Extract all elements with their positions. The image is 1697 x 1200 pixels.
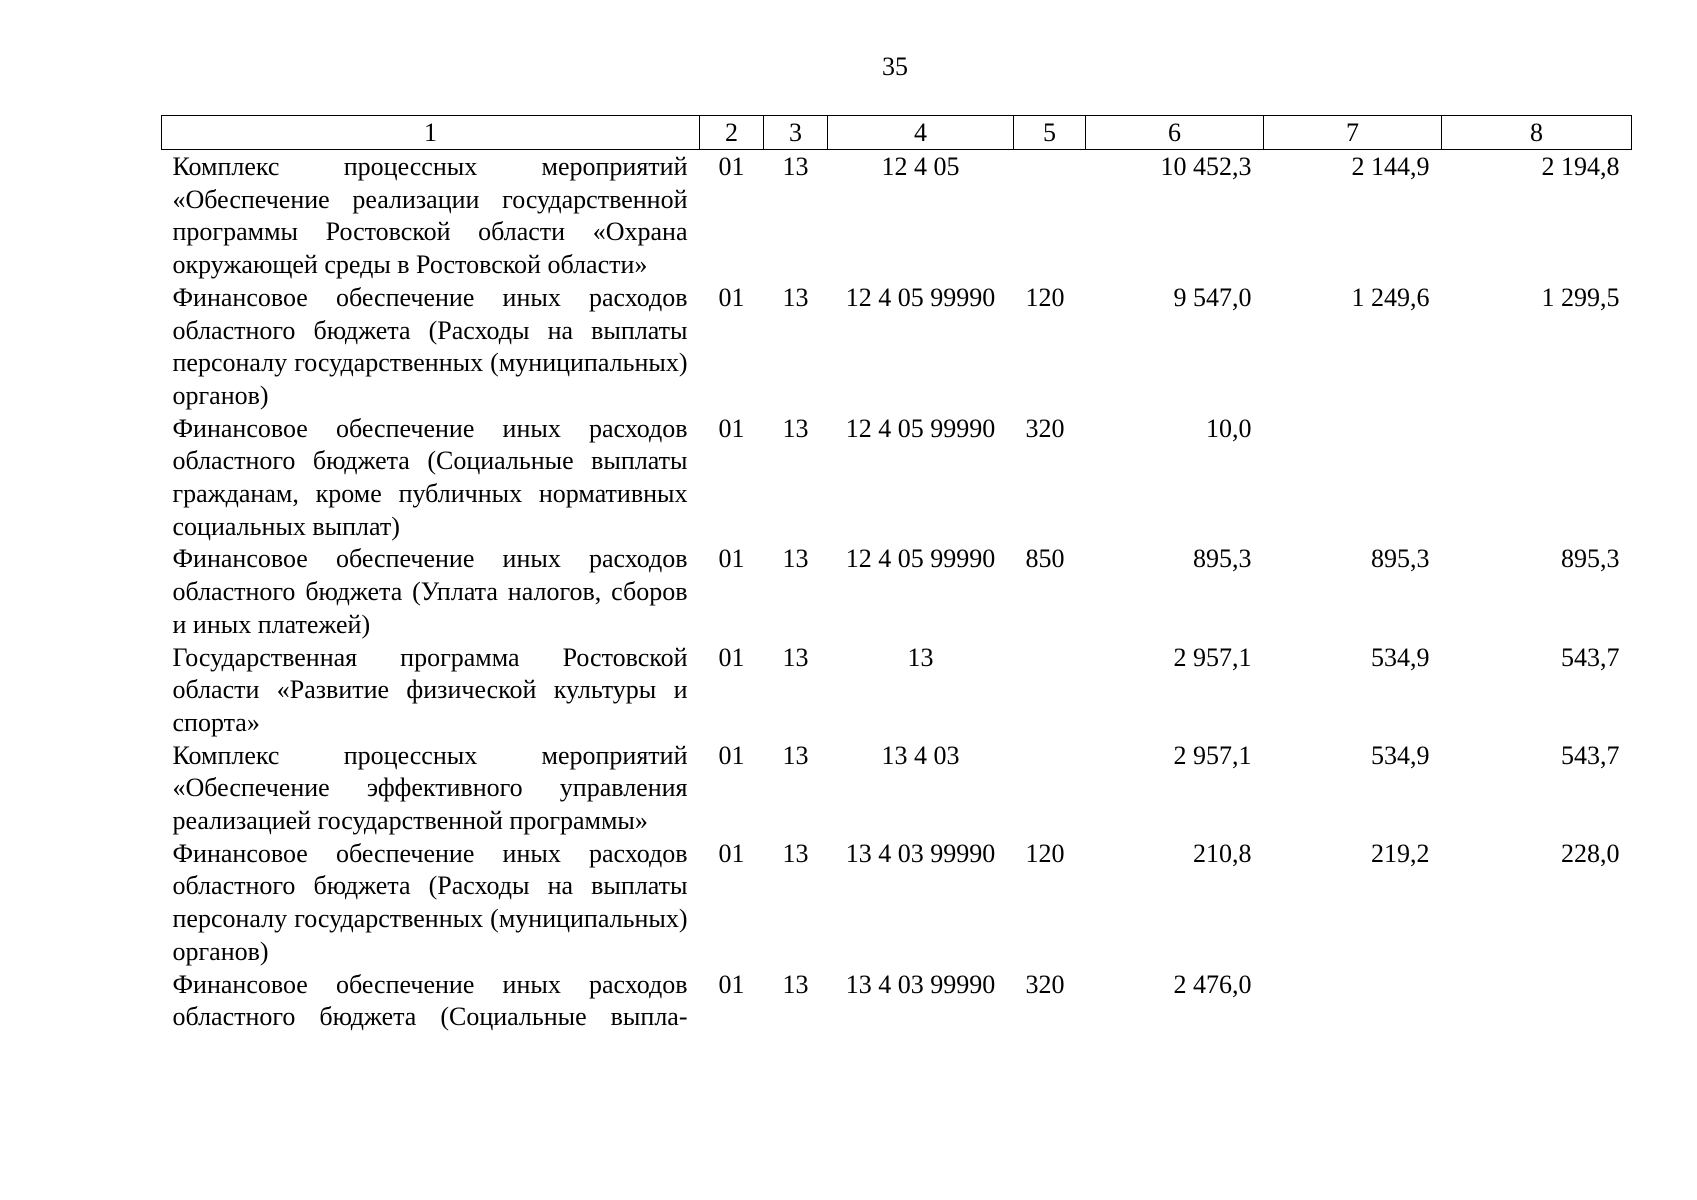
row-amount-3: 1 299,5 (1541, 282, 1620, 312)
row-target-code: 12 4 05 99990 (845, 413, 996, 443)
column-header-8: 8 (1442, 116, 1632, 150)
row-subsection: 13 (782, 969, 809, 999)
row-amount-2: 534,9 (1371, 740, 1430, 770)
row-amount-1: 2 957,1 (1173, 642, 1252, 672)
row-amount-2: 219,2 (1371, 838, 1430, 868)
row-name: Финансовое обеспечение иных расходов областного бюджета (Расходы на выплаты персоналу государственных (муниципальных) органов) (172, 282, 688, 410)
row-section: 01 (718, 838, 745, 868)
row-amount-1: 210,8 (1193, 838, 1252, 868)
table-row (162, 543, 1632, 641)
row-amount-2: 895,3 (1371, 544, 1430, 574)
row-expense-type (1014, 740, 1086, 838)
column-header-6: 6 (1086, 116, 1264, 150)
row-amount-3: 228,0 (1561, 838, 1620, 868)
row-section: 01 (718, 969, 745, 999)
column-number-row (162, 116, 1632, 150)
column-header-1: 1 (162, 116, 700, 150)
row-expense-type: 120 (1025, 838, 1065, 868)
table-row (162, 282, 1632, 413)
row-amount-2 (1264, 969, 1442, 1034)
row-expense-type: 320 (1025, 969, 1065, 999)
row-name: Финансовое обеспечение иных расходов областного бюджета (Социальные выплаты гражданам, кроме публичных нормативных социальных выплат) (172, 413, 688, 541)
row-name: Финансовое обеспечение иных расходов областного бюджета (Социальные выпла- (172, 969, 688, 1032)
row-amount-3: 543,7 (1561, 642, 1620, 672)
row-amount-1: 895,3 (1193, 544, 1252, 574)
row-section: 01 (718, 282, 745, 312)
row-name: Комплекс процессных мероприятий «Обеспечение эффективного управления реализацией государственной программы» (172, 740, 688, 836)
column-header-4: 4 (828, 116, 1014, 150)
row-subsection: 13 (782, 282, 809, 312)
row-subsection: 13 (782, 740, 809, 770)
column-header-7: 7 (1264, 116, 1442, 150)
row-amount-2 (1264, 413, 1442, 544)
row-amount-3: 895,3 (1561, 544, 1620, 574)
row-amount-1: 10 452,3 (1160, 152, 1252, 181)
row-subsection: 13 (782, 642, 809, 672)
row-amount-1: 2 476,0 (1173, 969, 1252, 999)
column-header-5: 5 (1014, 116, 1086, 150)
row-target-code: 12 4 05 99990 (845, 282, 996, 312)
row-amount-2: 534,9 (1371, 642, 1430, 672)
row-section: 01 (718, 152, 745, 181)
row-amount-3 (1442, 413, 1632, 544)
row-target-code: 13 4 03 99990 (845, 838, 996, 868)
row-section: 01 (718, 413, 745, 443)
row-name: Государственная программа Ростовской области «Развитие физической культуры и спорта» (172, 642, 688, 737)
table-row (162, 413, 1632, 544)
row-name: Комплекс процессных мероприятий «Обеспечение реализации государственной программы Ростовской области «Охрана окружающей среды в Ростовской области» (172, 152, 688, 280)
column-header-3: 3 (764, 116, 828, 150)
row-subsection: 13 (782, 544, 809, 574)
row-target-code: 13 (907, 642, 934, 672)
row-target-code: 12 4 05 (881, 152, 960, 181)
row-section: 01 (718, 544, 745, 574)
row-amount-2: 1 249,6 (1351, 282, 1430, 312)
row-name: Финансовое обеспечение иных расходов областного бюджета (Уплата налогов, сборов и иных платежей) (172, 544, 688, 639)
table-row (162, 150, 1632, 282)
row-target-code: 13 4 03 99990 (845, 969, 996, 999)
row-expense-type (1014, 642, 1086, 740)
table-row (162, 838, 1632, 969)
table-row (162, 740, 1632, 838)
row-section: 01 (718, 740, 745, 770)
row-amount-2: 2 144,9 (1351, 152, 1430, 181)
row-expense-type: 120 (1025, 282, 1065, 312)
row-amount-3 (1442, 969, 1632, 1034)
row-amount-3: 2 194,8 (1541, 152, 1620, 181)
row-subsection: 13 (782, 838, 809, 868)
row-subsection: 13 (782, 152, 809, 181)
row-amount-1: 9 547,0 (1173, 282, 1252, 312)
row-expense-type: 320 (1025, 413, 1065, 443)
table-row (162, 969, 1632, 1034)
row-amount-1: 10,0 (1206, 413, 1252, 443)
row-expense-type: 850 (1025, 544, 1065, 574)
column-header-2: 2 (700, 116, 764, 150)
table-row (162, 642, 1632, 740)
row-amount-3: 543,7 (1561, 740, 1620, 770)
row-name: Финансовое обеспечение иных расходов областного бюджета (Расходы на выплаты персоналу государственных (муниципальных) органов) (172, 838, 688, 966)
row-section: 01 (718, 642, 745, 672)
row-target-code: 12 4 05 99990 (845, 544, 996, 574)
row-subsection: 13 (782, 413, 809, 443)
row-expense-type (1014, 150, 1086, 282)
row-target-code: 13 4 03 (881, 740, 960, 770)
page-number: 35 (882, 52, 908, 81)
budget-table (161, 115, 1632, 1034)
row-amount-1: 2 957,1 (1173, 740, 1252, 770)
